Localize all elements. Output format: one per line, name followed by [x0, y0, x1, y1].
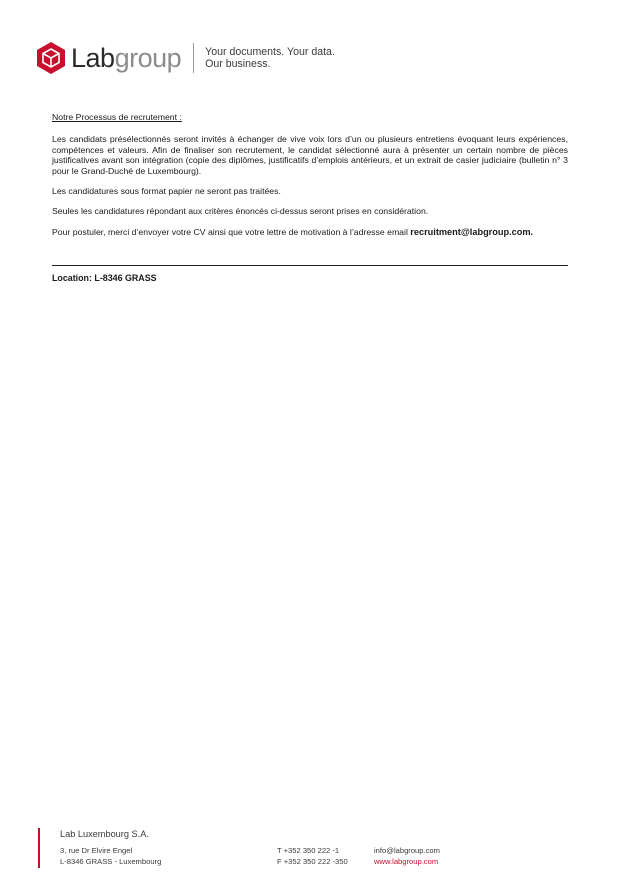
- document-body: [52, 112, 568, 247]
- horizontal-rule: [52, 265, 568, 266]
- logo-group: group: [114, 42, 182, 73]
- paragraph-paper-applications: Les candidatures sous format papier ne seront pas traitées.: [52, 186, 281, 197]
- footer-accent-bar: [38, 828, 40, 868]
- logo-lab: Lab: [71, 42, 115, 73]
- footer-email-link[interactable]: info@labgroup.com: [374, 846, 440, 855]
- fax-number: F +352 350 222 -350: [277, 857, 348, 866]
- paragraph-criteria: Seules les candidatures répondant aux critères énoncés ci-dessus seront prises en considération.: [52, 206, 429, 217]
- labgroup-logo-text: [71, 42, 182, 73]
- address-line-2: L-8346 GRASS - Luxembourg: [60, 857, 162, 866]
- phone-number: T +352 350 222 -1: [277, 846, 340, 855]
- footer-address: [60, 845, 161, 867]
- footer-website-link[interactable]: www.labgroup.com: [374, 857, 439, 866]
- labgroup-logo-icon: [36, 41, 66, 75]
- page-header: [36, 40, 335, 76]
- job-location: Location: L-8346 GRASS: [52, 273, 157, 283]
- apply-text: Pour postuler, merci d’envoyer votre CV ainsi que votre lettre de motivation à l’adresse email: [52, 226, 408, 237]
- recruitment-email[interactable]: recruitment@labgroup.com.: [410, 226, 534, 237]
- section-title: Notre Processus de recrutement :: [52, 112, 182, 122]
- footer-phone: [277, 845, 348, 867]
- header-divider: [193, 43, 194, 73]
- footer-company-name: Lab Luxembourg S.A.: [60, 829, 149, 839]
- tagline-line-2: Our business.: [205, 58, 271, 70]
- paragraph-apply: [52, 227, 568, 237]
- tagline: [205, 46, 335, 70]
- paragraph-process: Les candidats présélectionnés seront invités à échanger de vive voix lors d’un ou plusieurs entretiens évoquant leurs expériences, compétences et valeurs. Afin de finaliser son recrutement, le candidat sélectionné aura à présenter un certain nombre de pièces justificatives avant son intégration (copie des diplômes, justificatifs d’emplois antérieurs, et un extrait de casier judiciaire (bulletin n° 3 pour le Grand-Duché de Luxembourg).: [52, 134, 568, 176]
- footer-web: [374, 845, 440, 867]
- tagline-line-1: Your documents. Your data.: [205, 46, 335, 58]
- address-line-1: 3, rue Dr Elvire Engel: [60, 846, 133, 855]
